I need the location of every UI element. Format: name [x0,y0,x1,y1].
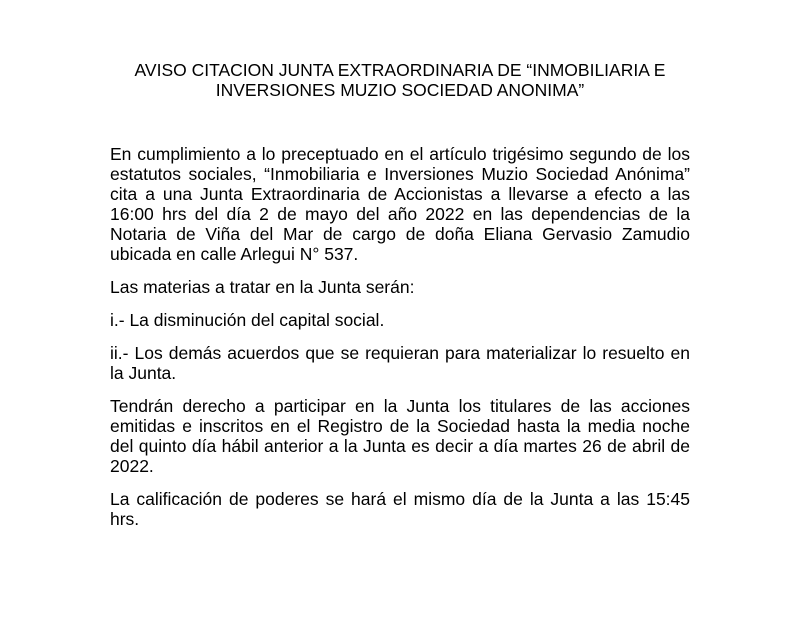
paragraph-citation: En cumplimiento a lo preceptuado en el artículo trigésimo segundo de los estatutos sociales, “Inmobiliaria e Inversiones Muzio Sociedad Anónima” cita a una Junta Extraordinaria de Accionistas a llevarse a efecto a las 16:00 hrs del día 2 de mayo del año 2022 en las dependencias de la Notaria de Viña del Mar de cargo de doña Eliana Gervasio Zamudio ubicada en calle Arlegui N° 537. [110,144,690,264]
document-body [110,144,690,529]
title-line-2: INVERSIONES MUZIO SOCIEDAD ANONIMA” [215,80,585,100]
title-line-1: AVISO CITACION JUNTA EXTRAORDINARIA DE “INMOBILIARIA E [134,60,666,80]
paragraph-powers-qualification: La calificación de poderes se hará el mismo día de la Junta a las 15:45 hrs. [110,489,690,529]
paragraph-matters-intro: Las materias a tratar en la Junta serán: [110,277,415,297]
paragraph-matter-1: i.- La disminución del capital social. [110,310,385,330]
paragraph-matter-2: ii.- Los demás acuerdos que se requieran para materializar lo resuelto en la Junta. [110,343,690,383]
paragraph-participation-rights: Tendrán derecho a participar en la Junta los titulares de las acciones emitidas e inscritos en el Registro de la Sociedad hasta la media noche del quinto día hábil anterior a la Junta es decir a día martes 26 de abril de 2022. [110,396,690,476]
document-title [110,60,690,100]
document-page [110,60,690,542]
